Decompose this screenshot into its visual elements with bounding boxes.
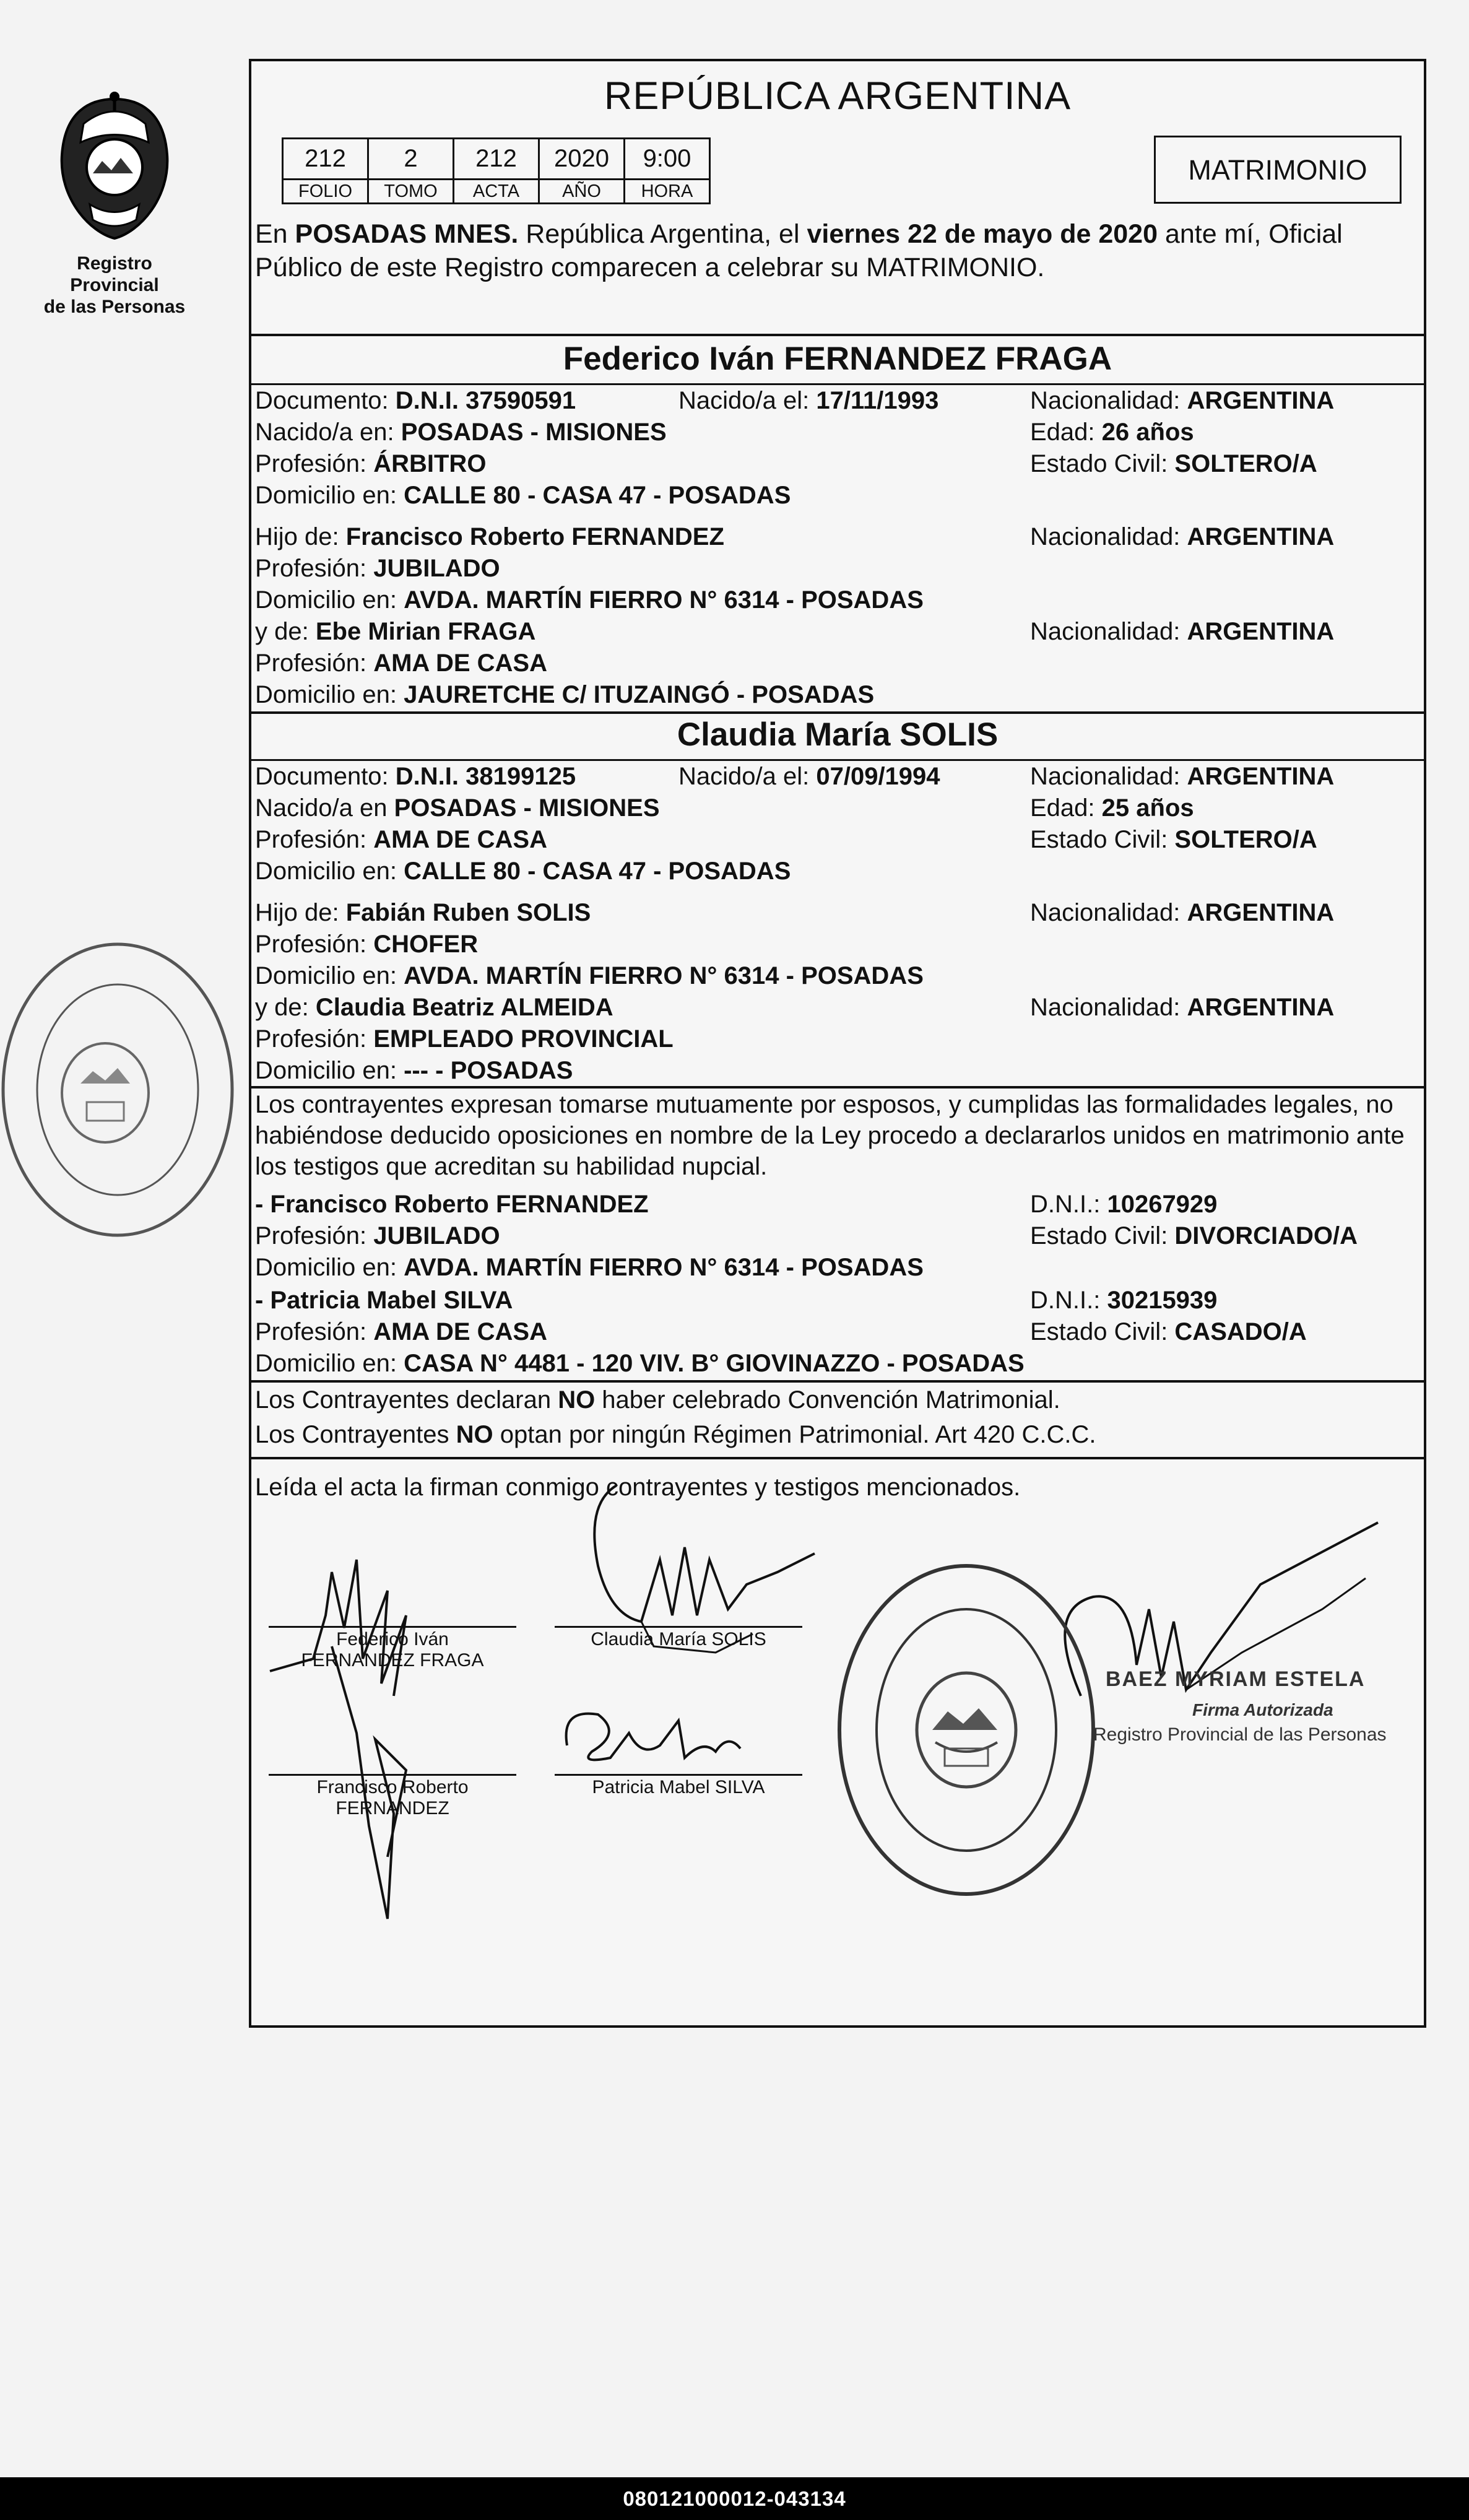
groom-father-nacionalidad: Nacionalidad: ARGENTINA: [1030, 523, 1335, 550]
divider: [251, 334, 1424, 336]
folio-value: 212: [283, 139, 368, 180]
groom-nacido-el: Nacido/a el: 17/11/1993: [678, 387, 939, 414]
hora-value: 9:00: [625, 139, 710, 180]
witness1-signature-caption: Francisco Roberto FERNANDEZ: [316, 1777, 469, 1818]
tomo-value: 2: [368, 139, 454, 180]
witness2-signature: [555, 1696, 759, 1776]
groom-father-profesion: Profesión: JUBILADO: [255, 555, 500, 582]
bride-domicilio: Domicilio en: CALLE 80 - CASA 47 - POSADAS: [255, 858, 791, 885]
bride-signature-caption: Claudia María SOLIS: [591, 1629, 766, 1649]
anio-label: AÑO: [539, 180, 625, 204]
registry-logo: [34, 87, 195, 318]
anio-value: 2020: [539, 139, 625, 180]
witness1-domicilio: Domicilio en: AVDA. MARTÍN FIERRO N° 6314 - POSADAS: [255, 1254, 924, 1281]
official-stamp: [833, 1557, 1099, 1903]
bride-documento: Documento: D.N.I. 38199125: [255, 763, 576, 790]
witness1-estado-civil: Estado Civil: DIVORCIADO/A: [1030, 1222, 1358, 1249]
bride-father-domicilio: Domicilio en: AVDA. MARTÍN FIERRO N° 6314 - POSADAS: [255, 962, 924, 989]
bride-mother-profesion: Profesión: EMPLEADO PROVINCIAL: [255, 1025, 674, 1053]
witness2-signature-caption: Patricia Mabel SILVA: [592, 1777, 765, 1797]
hora-label: HORA: [625, 180, 710, 204]
footer-code: 080121000012-043134: [0, 2477, 1469, 2520]
groom-edad: Edad: 26 años: [1030, 419, 1194, 446]
divider: [251, 1457, 1424, 1459]
logo-caption: [34, 253, 195, 318]
tomo-label: TOMO: [368, 180, 454, 204]
groom-name-heading: Federico Iván FERNANDEZ FRAGA: [563, 341, 1112, 377]
official-name: BAEZ MYRIAM ESTELA: [1106, 1667, 1366, 1691]
groom-father-domicilio: Domicilio en: AVDA. MARTÍN FIERRO N° 6314 - POSADAS: [255, 586, 924, 614]
logo-caption-line2: de las Personas: [43, 297, 186, 317]
convention-line-1: Los Contrayentes declaran NO haber celebrado Convención Matrimonial.: [255, 1386, 1060, 1414]
record-numbers-table: [282, 137, 711, 204]
groom-father: Hijo de: Francisco Roberto FERNANDEZ: [255, 523, 724, 550]
bride-nacido-el: Nacido/a el: 07/09/1994: [678, 763, 940, 790]
bride-name-heading: Claudia María SOLIS: [677, 716, 999, 753]
intro-place: POSADAS MNES.: [295, 219, 519, 249]
witness1-dni: D.N.I.: 10267929: [1030, 1191, 1218, 1218]
bride-nacionalidad: Nacionalidad: ARGENTINA: [1030, 763, 1335, 790]
groom-profesion: Profesión: ÁRBITRO: [255, 450, 487, 477]
groom-signature: [264, 1535, 468, 1931]
bride-nacido-en: Nacido/a en POSADAS - MISIONES: [255, 794, 660, 822]
logo-caption-line1: Registro Provincial: [70, 253, 159, 295]
declaration-paragraph: Los contrayentes expresan tomarse mutuamente por esposos, y cumplidas las formalidades legales, no habiéndose deducido oposiciones en nombre de la Ley procedo a declararlos unidos en matrimonio ante los testigos que acreditan su habilidad nupcial.: [255, 1091, 1405, 1180]
witness1-name: - Francisco Roberto FERNANDEZ: [255, 1191, 649, 1218]
folio-label: FOLIO: [283, 180, 368, 204]
divider: [251, 1380, 1424, 1383]
page-title: REPÚBLICA ARGENTINA: [604, 74, 1072, 118]
bride-edad: Edad: 25 años: [1030, 794, 1194, 822]
groom-mother: y de: Ebe Mirian FRAGA: [255, 618, 536, 645]
groom-mother-domicilio: Domicilio en: JAURETCHE C/ ITUZAINGÓ - POSADAS: [255, 681, 875, 708]
divider: [251, 711, 1424, 714]
witness2-profesion: Profesión: AMA DE CASA: [255, 1318, 547, 1345]
groom-nacionalidad: Nacionalidad: ARGENTINA: [1030, 387, 1335, 414]
bride-father-nacionalidad: Nacionalidad: ARGENTINA: [1030, 899, 1335, 926]
acta-value: 212: [454, 139, 539, 180]
groom-estado-civil: Estado Civil: SOLTERO/A: [1030, 450, 1317, 477]
intro-paragraph: En POSADAS MNES. República Argentina, el viernes 22 de mayo de 2020 ante mí, Oficial Público de este Registro comparecen a celebrar su MATRIMONIO.: [255, 219, 1343, 282]
divider: [251, 1086, 1424, 1088]
official-role: Firma Autorizada: [1192, 1700, 1333, 1719]
bride-father: Hijo de: Fabián Ruben SOLIS: [255, 899, 591, 926]
divider: [251, 759, 1424, 761]
witness1-profesion: Profesión: JUBILADO: [255, 1222, 500, 1249]
official-office: Registro Provincial de las Personas: [1093, 1724, 1387, 1745]
left-stamp-seal: [0, 916, 241, 1251]
groom-domicilio: Domicilio en: CALLE 80 - CASA 47 - POSADAS: [255, 482, 791, 509]
province-shield-icon: [40, 87, 189, 248]
divider: [251, 383, 1424, 385]
bride-mother-domicilio: Domicilio en: --- - POSADAS: [255, 1057, 573, 1084]
witness2-name: - Patricia Mabel SILVA: [255, 1287, 513, 1314]
bride-mother: y de: Claudia Beatriz ALMEIDA: [255, 994, 613, 1021]
bride-father-profesion: Profesión: CHOFER: [255, 931, 479, 958]
marriage-record-form: [249, 59, 1426, 2028]
acta-label: ACTA: [454, 180, 539, 204]
groom-signature-caption: Federico Iván FERNANDEZ FRAGA: [301, 1629, 484, 1671]
bride-estado-civil: Estado Civil: SOLTERO/A: [1030, 826, 1317, 853]
groom-nacido-en: Nacido/a en: POSADAS - MISIONES: [255, 419, 667, 446]
groom-mother-nacionalidad: Nacionalidad: ARGENTINA: [1030, 618, 1335, 645]
groom-mother-profesion: Profesión: AMA DE CASA: [255, 650, 547, 677]
bride-mother-nacionalidad: Nacionalidad: ARGENTINA: [1030, 994, 1335, 1021]
witness2-dni: D.N.I.: 30215939: [1030, 1287, 1218, 1314]
convention-line-2: Los Contrayentes NO optan por ningún Régimen Patrimonial. Art 420 C.C.C.: [255, 1421, 1096, 1448]
witness2-domicilio: Domicilio en: CASA N° 4481 - 120 VIV. B° GIOVINAZZO - POSADAS: [255, 1350, 1025, 1377]
record-type-box: MATRIMONIO: [1154, 136, 1402, 204]
groom-documento: Documento: D.N.I. 37590591: [255, 387, 576, 414]
closing-line: Leída el acta la firman conmigo contrayentes y testigos mencionados.: [255, 1474, 1021, 1501]
bride-signature: [561, 1467, 821, 1677]
witness2-estado-civil: Estado Civil: CASADO/A: [1030, 1318, 1307, 1345]
intro-date: viernes 22 de mayo de 2020: [807, 219, 1158, 249]
bride-profesion: Profesión: AMA DE CASA: [255, 826, 547, 853]
